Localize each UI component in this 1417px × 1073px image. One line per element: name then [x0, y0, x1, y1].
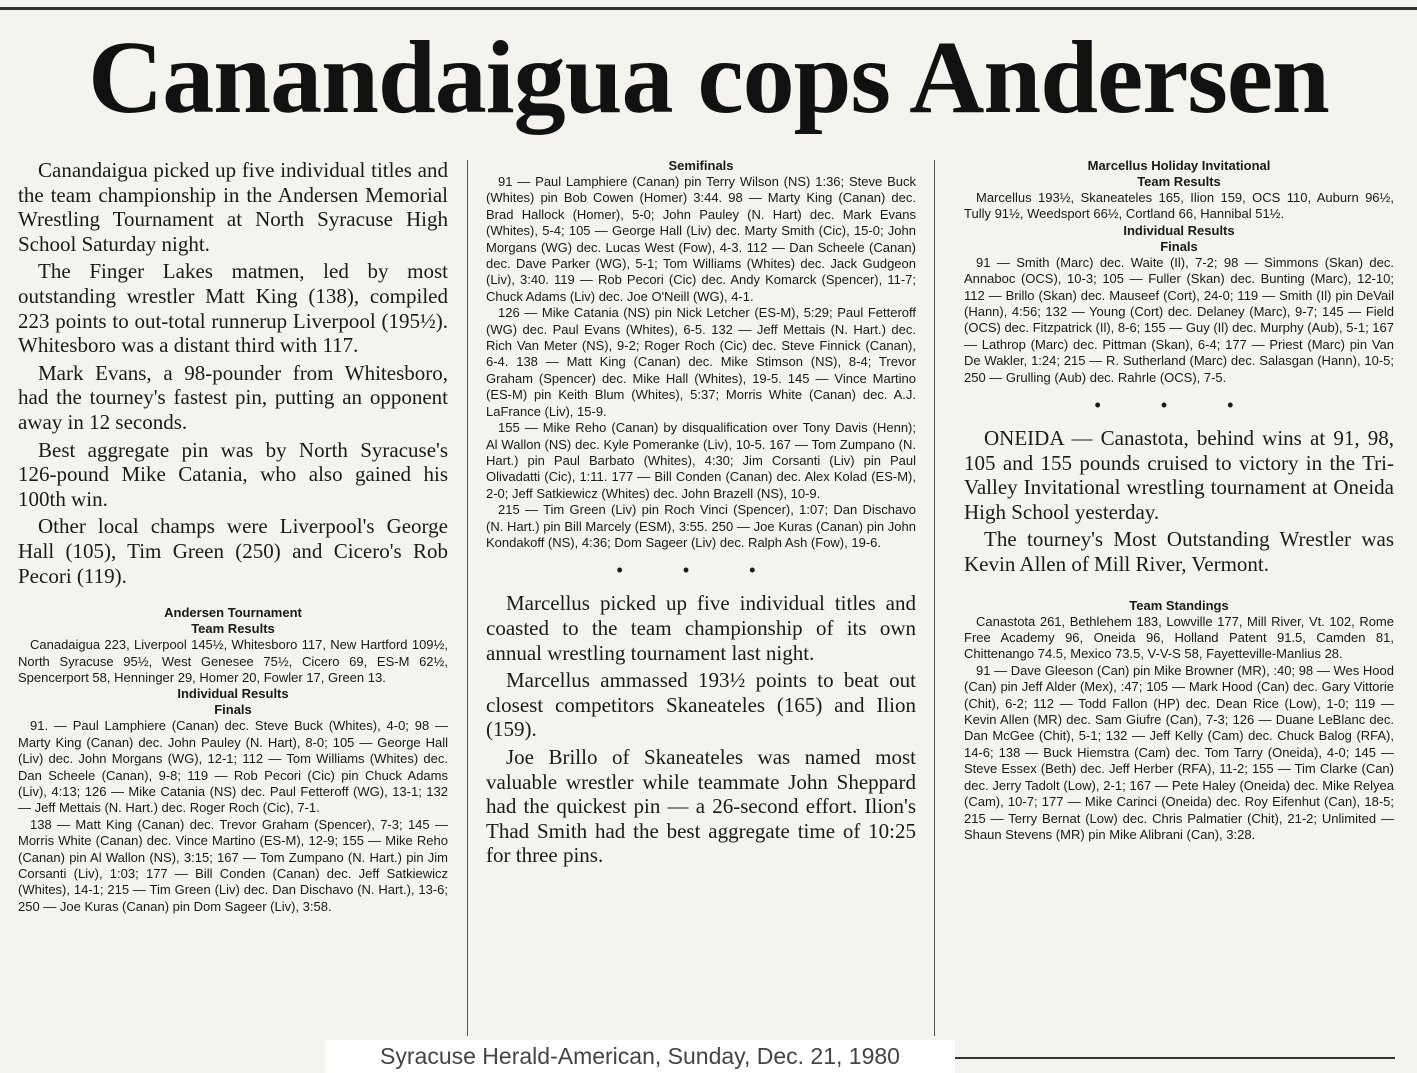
column-2	[486, 158, 916, 1048]
body-paragraph: ONEIDA — Canastota, behind wins at 91, 98, 105 and 155 pounds cruised to victory in the Tri-Valley Invitational wrestling tournament at Oneida High School yesterday.	[964, 426, 1394, 524]
spacer	[18, 591, 448, 605]
column-3	[964, 158, 1394, 1048]
column-divider	[934, 160, 935, 1036]
source-caption: Syracuse Herald-American, Sunday, Dec. 21, 1980	[325, 1040, 955, 1073]
section-heading: Andersen Tournament	[164, 605, 302, 621]
top-rule	[0, 7, 1417, 10]
results-paragraph: 91 — Smith (Marc) dec. Waite (Il), 7-2; 98 — Simmons (Skan) dec. Annaboc (OCS), 10-3; 105 — Fuller (Skan) dec. Bunting (Marc), 12-10; 112 — Brillo (Skan) dec. Mauseef (Cort), 24-0; 119 — Smith (Il) pin DeVail (Hann), 4:56; 132 — Young (Cort) dec. Delaney (Marc), 9-7; 145 — Field (OCS) dec. Fitzpatrick (Il), 8-6; 155 — Guy (Il) dec. Murphy (Aub), 5-1; 167 — Lathrop (Marc) dec. Pittman (Skan), 6-4; 177 — Priest (Marc) pin Van De Wakler, 1:24; 215 — R. Sutherland (Marc) dec. Salasgan (Hann), 10-5; 250 — Grulling (Aub) dec. Rahrle (OCS), 7-5.	[964, 254, 1394, 385]
body-paragraph: The Finger Lakes matmen, led by most outstanding wrestler Matt King (138), compiled 223 points to out-total runnerup Liverpool (195½). Whitesboro was a distant third with 117.	[18, 259, 448, 358]
body-paragraph: Marcellus picked up five individual titles and coasted to the team championship of its own annual wrestling tournament last night.	[486, 591, 916, 665]
column-divider	[467, 160, 468, 1036]
section-subheading: Individual Results	[177, 686, 289, 702]
body-paragraph: Joe Brillo of Skaneateles was named most valuable wrestler while teammate John Sheppard had the quickest pin — a 26-second effort. Ilion's Thad Smith had the best aggregate time of 10:25 for three pins.	[486, 744, 916, 868]
results-paragraph: 91 — Dave Gleeson (Can) pin Mike Browner (MR), :40; 98 — Wes Hood (Can) pin Jeff Alder (Mex), :47; 105 — Mark Hood (Can) dec. Gary Vittorie (Chit), 6-2; 112 — Todd Fallon (HP) dec. Dean Rice (Low), 1-0; 119 — Kevin Allen (MR) dec. Sam Giufre (Can), 7-3; 126 — Duane LeBlanc dec. Dan McGee (Chit), 5-1; 132 — Jeff Kelly (Cam) dec. Chuck Balog (RFA), 14-6; 138 — Buck Hiemstra (Cam) dec. Tom Tarry (Oneida), 4-0; 145 — Steve Essex (Beth) dec. Jeff Herber (RFA), 11-2; 155 — Tim Clarke (Can) dec. Jerry Tadolt (Low), 2-1; 167 — Pete Haley (Oneida) dec. Mike Relyea (Cam), 10-7; 177 — Mike Carinci (Oneida) dec. Roy Eifenhut (Can), 18-5; 215 — Terry Bernat (Low) dec. Chris Palmatier (Chit), 21-2; Unlimited — Shaun Stevens (MR) pin Mike Alibrani (Can), 3:28.	[964, 662, 1394, 842]
section-heading: Team Standings	[1129, 597, 1229, 613]
section-separator: •••	[616, 560, 816, 581]
section-heading: Semifinals	[668, 158, 734, 173]
column-1	[18, 158, 448, 1048]
bottom-rule	[955, 1057, 1395, 1059]
results-paragraph: 91. — Paul Lamphiere (Canan) dec. Steve Buck (Whites), 4-0; 98 — Marty King (Canan) dec. John Pauley (N. Hart), 8-0; 105 — George Hall (Liv) dec. John Morgans (WG), 12-1; 112 — Tom Williams (Whites) dec. Dan Scheele (Canan), 9-8; 119 — Rob Pecori (Cic) pin Chuck Adams (Liv), 4:13; 126 — Mike Catania (NS) dec. Paul Fetteroff (WG), 13-1; 132 — Jeff Mettais (N. Hart.) dec. Roger Roch (Cic), 7-1.	[18, 718, 448, 816]
section-subheading: Individual Results	[1123, 222, 1235, 238]
results-paragraph: 138 — Matt King (Canan) dec. Trevor Graham (Spencer), 7-3; 145 — Morris White (Canan) dec. Vince Martino (ES-M), 12-9; 155 — Mike Reho (Canan) pin Al Wallon (NS), 3:15; 167 — Tom Zumpano (N. Hart.) pin Jim Corsanti (Liv), 1:03; 177 — Bill Conden (Canan) dec. Jeff Satkiewicz (Whites), 14-1; 215 — Tim Green (Liv) dec. Dan Dischavo (N. Hart.), 13-6; 250 — Joe Kuras (Canan) pin Dom Sageer (Liv), 3:58.	[18, 816, 448, 914]
section-heading: Marcellus Holiday Invitational	[1087, 158, 1271, 173]
headline: Canandaigua cops Andersen	[88, 20, 1329, 135]
body-paragraph: The tourney's Most Outstanding Wrestler was Kevin Allen of Mill River, Vermont.	[964, 527, 1394, 577]
results-paragraph: Canastota 261, Bethlehem 183, Lowville 177, Mill River, Vt. 102, Rome Free Academy 96, Oneida 96, Holland Patent 91.5, Camden 81, Chittenango 74.5, Mexico 73.5, V-V-S 58, Fayetteville-Manlius 28.	[964, 613, 1394, 662]
body-paragraph: Canandaigua picked up five individual titles and the team championship in the Andersen Memorial Wrestling Tournament at North Syracuse High School Saturday night.	[18, 158, 448, 256]
section-subheading: Finals	[214, 702, 252, 718]
body-paragraph: Other local champs were Liverpool's George Hall (105), Tim Green (250) and Cicero's Rob Pecori (119).	[18, 514, 448, 588]
results-paragraph: Canadaigua 223, Liverpool 145½, Whitesboro 117, New Hartford 109½, North Syracuse 95½, West Genesee 75½, Cicero 69, ES-M 62½, Spencerport 58, Henninger 29, Homer 20, Fowler 17, Green 13.	[18, 637, 448, 685]
results-paragraph: 155 — Mike Reho (Canan) by disqualification over Tony Davis (Henn); Al Wallon (NS) dec. Kyle Pomeranke (Liv), 10-5. 167 — Tom Zumpano (N. Hart.) pin Paul Barbato (Whites), 4:30; Jim Corsanti (Liv) pin Paul Olivadatti (Cic), 1:11. 177 — Bill Conden (Canan) dec. Alex Kolad (ES-M), 2-0; Jeff Satkiewicz (Whites) dec. John Brazell (NS), 10-9.	[486, 420, 916, 501]
results-paragraph: Marcellus 193½, Skaneateles 165, Ilion 159, OCS 110, Auburn 96½, Tully 91½, Weedsport 66½, Cortland 66, Hannibal 51½.	[964, 190, 1394, 222]
section-subheading: Team Results	[1137, 174, 1221, 189]
body-paragraph: Marcellus ammassed 193½ points to beat out closest competitors Skaneateles (165) and Ilion (159).	[486, 668, 916, 742]
section-subheading: Team Results	[191, 621, 275, 637]
section-separator: •••	[1094, 395, 1294, 416]
body-paragraph: Best aggregate pin was by North Syracuse's 126-pound Mike Catania, who also gained his 100th win.	[18, 437, 448, 511]
spacer	[964, 580, 1394, 598]
results-paragraph: 91 — Paul Lamphiere (Canan) pin Terry Wilson (NS) 1:36; Steve Buck (Whites) pin Bob Cowen (Homer) 3:44. 98 — Marty King (Canan) dec. Brad Hallock (Homer), 5-0; John Pauley (N. Hart) dec. Mark Evans (Whites), 5-4; 105 — George Hall (Liv) dec. Marty Smith (Cic), 15-0; John Morgans (WG) dec. Lucas West (Fow), 4-3. 112 — Dan Scheele (Canan) dec. Dave Parker (WG), 5-1; Tom Williams (Whites) dec. Jack Gudgeon (Liv), 3:40. 119 — Rob Pecori (Cic) dec. Andy Komarck (Spencer), 11-7; Chuck Adams (Liv) dec. Joe O'Neill (WG), 4-1.	[486, 174, 916, 304]
results-paragraph: 126 — Mike Catania (NS) pin Nick Letcher (ES-M), 5:29; Paul Fetteroff (WG) dec. Paul Evans (Whites), 6-5. 132 — Jeff Mettais (N. Hart.) dec. Rich Van Meter (NS), 9-2; Roger Roch (Cic) dec. Steve Finnick (Canan), 6-4. 138 — Matt King (Canan) dec. Mike Stimson (NS), 8-4; Trevor Graham (Spencer) dec. Mike Hall (Whites), 19-5. 145 — Vince Martino (ES-M) pin Keith Blum (Whites), 5:37; Morris White (Canan) dec. A.J. LaFrance (Liv), 15-9.	[486, 305, 916, 419]
body-paragraph: Mark Evans, a 98-pounder from Whitesboro, had the tourney's fastest pin, putting an opponent away in 12 seconds.	[18, 360, 448, 434]
section-subheading: Finals	[1160, 238, 1198, 254]
results-paragraph: 215 — Tim Green (Liv) pin Roch Vinci (Spencer), 1:07; Dan Dischavo (N. Hart.) pin Bill Marcely (ESM), 3:55. 250 — Joe Kuras (Canan) pin John Kondakoff (NS), 4:36; Dom Sageer (Liv) dec. Ralph Ash (Fow), 19-6.	[486, 502, 916, 550]
